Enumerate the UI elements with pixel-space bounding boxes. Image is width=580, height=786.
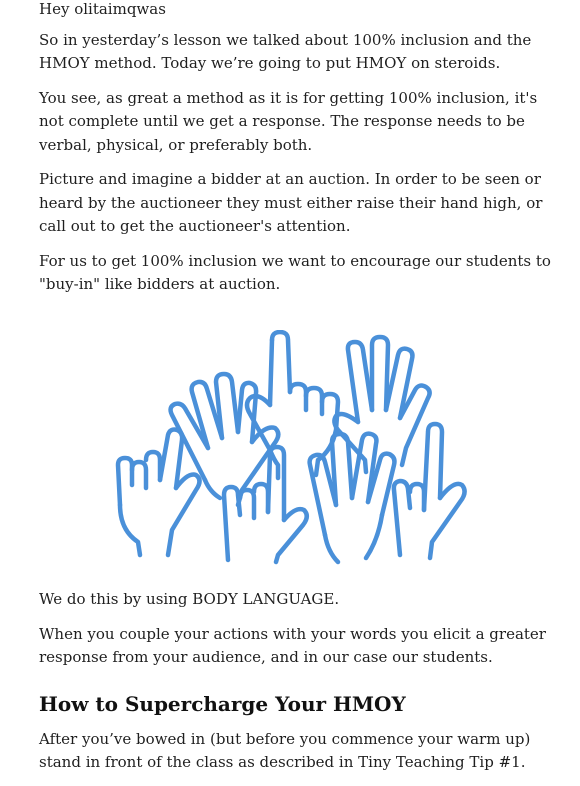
paragraph-auction: Picture and imagine a bidder at an auction. In order to be seen or heard by the auctioneer they must either raise their hand high, or call out to get the auctioneer's attention. xyxy=(39,170,543,235)
hand-right-pointing-icon xyxy=(394,424,465,558)
paragraph-buy-in: For us to get 100% inclusion we want to encourage our students to "buy-in" like bidders at auction. xyxy=(39,251,551,293)
paragraph-not-complete: You see, as great a method as it is for getting 100% inclusion, it's not complete until we get a response. The response needs to be verbal, physical, or preferably both. xyxy=(39,88,538,154)
raised-hands-icon xyxy=(110,330,470,565)
paragraph-bowed-in: After you’ve bowed in (but before you commence your warm up) stand in front of the class as described in Tiny Teaching Tip #1. xyxy=(39,729,531,771)
paragraph-body-language: We do this by using BODY LANGUAGE. xyxy=(39,590,340,608)
hand-bottom-open-icon xyxy=(310,434,395,562)
paragraph-couple-actions: When you couple your actions with your words you elicit a greater response from your audience, and in our case our students. xyxy=(39,624,546,666)
email-body-lower xyxy=(39,588,555,786)
paragraph-yesterday-lesson: So in yesterday’s lesson we talked about 100% inclusion and the HMOY method. Today we’re going to put HMOY on steroids. xyxy=(39,30,532,72)
greeting: Hey olitaimqwas xyxy=(39,0,166,18)
email-body xyxy=(39,0,555,308)
illustration xyxy=(0,300,580,590)
section-heading: How to Supercharge Your HMOY xyxy=(39,691,406,716)
